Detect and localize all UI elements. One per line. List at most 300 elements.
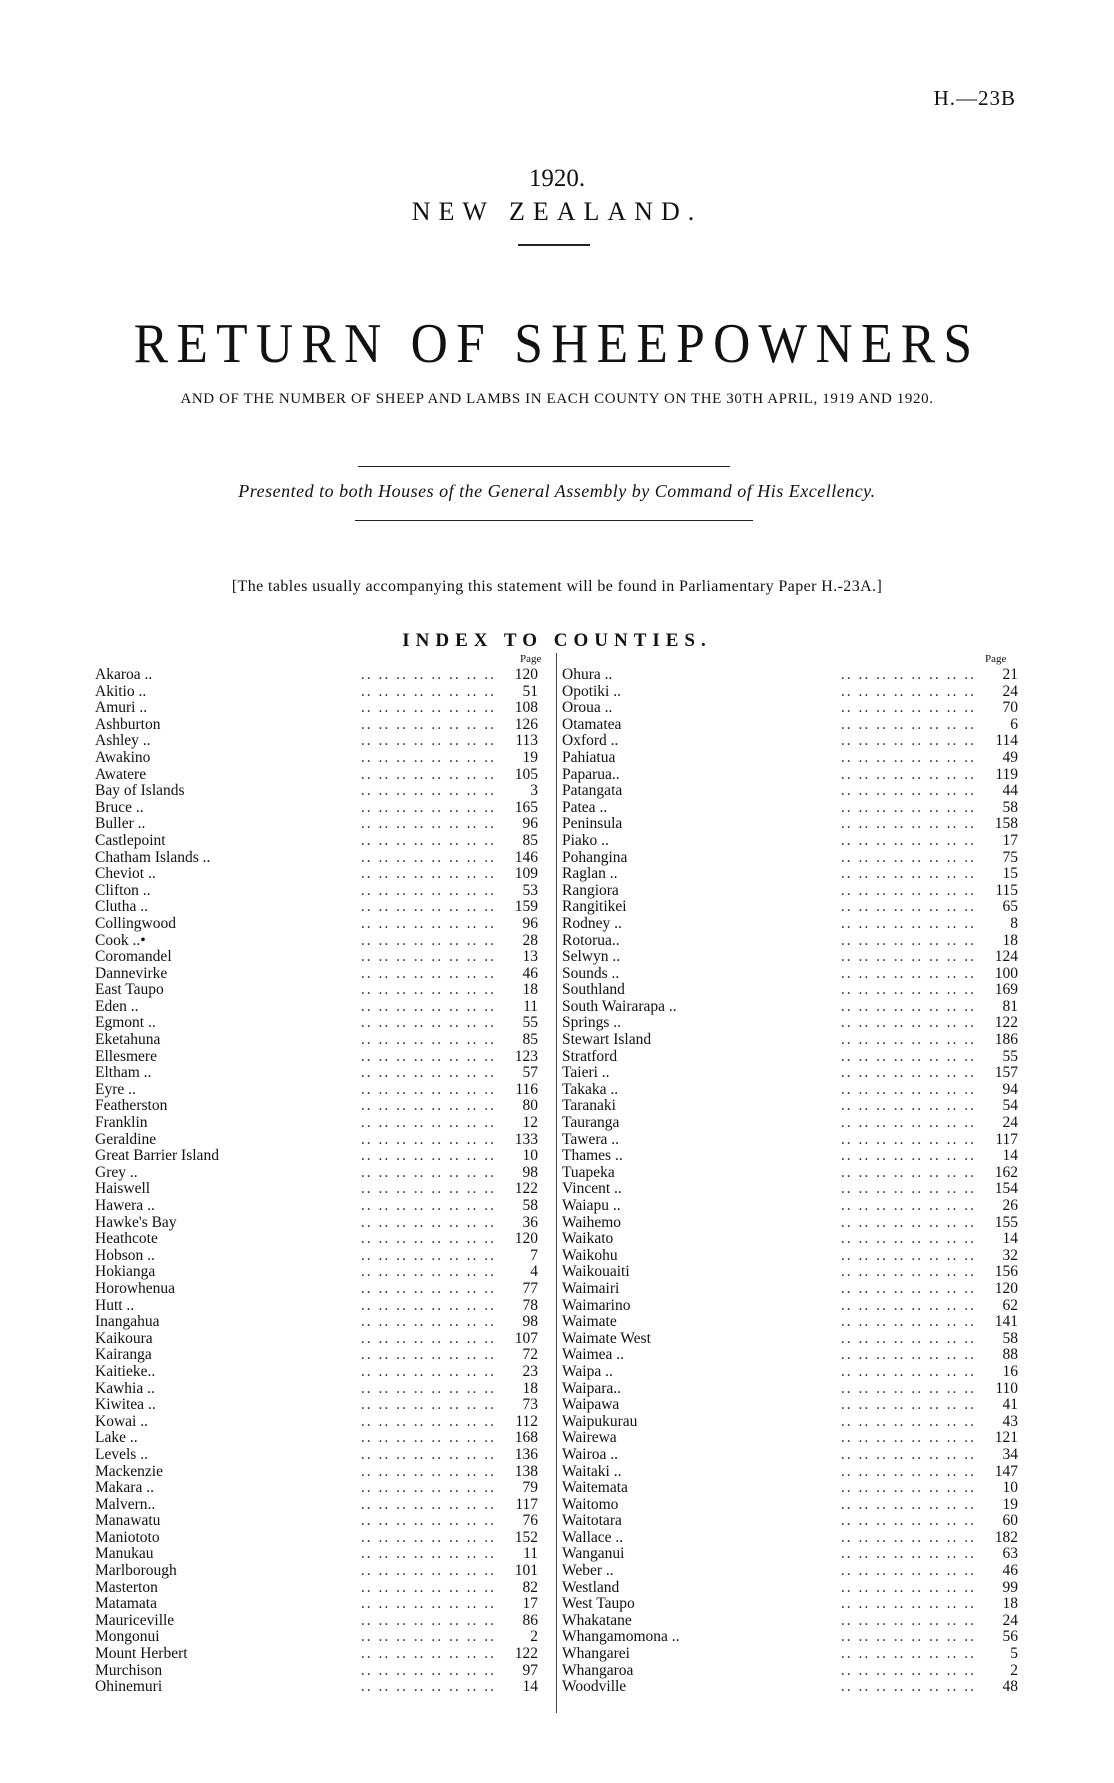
- county-name: Akitio ..: [95, 684, 150, 701]
- page-number: 186: [978, 1032, 1018, 1049]
- leader-dots: .. .. .. .. .. .. .. ..: [840, 1430, 976, 1447]
- county-name: Pohangina: [562, 850, 631, 867]
- leader-dots: .. .. .. .. .. .. .. ..: [840, 1563, 976, 1580]
- page-number: 70: [978, 700, 1018, 717]
- index-entry: [95, 767, 538, 784]
- index-column-left: [95, 667, 538, 1696]
- county-name: Maniototo: [95, 1530, 164, 1547]
- leader-dots: .. .. .. .. .. .. .. ..: [840, 733, 976, 750]
- page-number: 156: [978, 1264, 1018, 1281]
- leader-dots: .. .. .. .. .. .. .. ..: [840, 932, 976, 949]
- leader-dots: .. .. .. .. .. .. .. ..: [360, 1596, 496, 1613]
- page-number: 18: [978, 1596, 1018, 1613]
- leader-dots: .. .. .. .. .. .. .. ..: [840, 882, 976, 899]
- county-name: Waikouaiti: [562, 1264, 634, 1281]
- index-entry: [95, 1281, 538, 1298]
- index-entry: [95, 1314, 538, 1331]
- leader-dots: .. .. .. .. .. .. .. ..: [360, 1098, 496, 1115]
- county-name: Wallace ..: [562, 1530, 627, 1547]
- county-name: Waimate West: [562, 1331, 655, 1348]
- page-number: 101: [498, 1563, 538, 1580]
- leader-dots: .. .. .. .. .. .. .. ..: [840, 1264, 976, 1281]
- index-entry: [95, 1082, 538, 1099]
- index-entry: [95, 1347, 538, 1364]
- page-number: 55: [498, 1015, 538, 1032]
- index-entry: [562, 783, 1018, 800]
- leader-dots: .. .. .. .. .. .. .. ..: [840, 1446, 976, 1463]
- page-number: 112: [498, 1414, 538, 1431]
- page-number: 81: [978, 999, 1018, 1016]
- index-entry: [95, 883, 538, 900]
- leader-dots: .. .. .. .. .. .. .. ..: [360, 1314, 496, 1331]
- county-name: Oxford ..: [562, 733, 622, 750]
- county-name: Waikato: [562, 1231, 617, 1248]
- index-entry: [95, 1497, 538, 1514]
- leader-dots: .. .. .. .. .. .. .. ..: [840, 783, 976, 800]
- page-number: 4: [498, 1264, 538, 1281]
- index-entry: [562, 1231, 1018, 1248]
- leader-dots: .. .. .. .. .. .. .. ..: [360, 1081, 496, 1098]
- county-name: Malvern..: [95, 1497, 159, 1514]
- county-name: Waipukurau: [562, 1414, 641, 1431]
- leader-dots: .. .. .. .. .. .. .. ..: [840, 1513, 976, 1530]
- page-number: 76: [498, 1513, 538, 1530]
- leader-dots: .. .. .. .. .. .. .. ..: [840, 1231, 976, 1248]
- leader-dots: .. .. .. .. .. .. .. ..: [360, 998, 496, 1015]
- index-entry: [562, 1447, 1018, 1464]
- index-entry: [95, 966, 538, 983]
- page-number: 49: [978, 750, 1018, 767]
- index-entry: [562, 767, 1018, 784]
- index-entry: [95, 1513, 538, 1530]
- county-name: Wairoa ..: [562, 1447, 622, 1464]
- county-name: Sounds ..: [562, 966, 623, 983]
- page-number: 21: [978, 667, 1018, 684]
- divider-bottom: [355, 520, 753, 521]
- county-name: Waipara..: [562, 1381, 625, 1398]
- page-number: 63: [978, 1546, 1018, 1563]
- page-number: 10: [498, 1148, 538, 1165]
- page-number: 115: [978, 883, 1018, 900]
- leader-dots: .. .. .. .. .. .. .. ..: [840, 866, 976, 883]
- index-entry: [562, 1298, 1018, 1315]
- county-name: Eden ..: [95, 999, 142, 1016]
- leader-dots: .. .. .. .. .. .. .. ..: [360, 866, 496, 883]
- page-number: 44: [978, 783, 1018, 800]
- county-name: Amuri ..: [95, 700, 151, 717]
- page-number: 15: [978, 866, 1018, 883]
- page-number: 2: [498, 1629, 538, 1646]
- index-entry: [562, 1165, 1018, 1182]
- county-name: Eyre ..: [95, 1082, 140, 1099]
- leader-dots: .. .. .. .. .. .. .. ..: [840, 1380, 976, 1397]
- page-number: 58: [498, 1198, 538, 1215]
- leader-dots: .. .. .. .. .. .. .. ..: [840, 1032, 976, 1049]
- page-number: 138: [498, 1464, 538, 1481]
- index-entry: [95, 1563, 538, 1580]
- index-entry: [95, 866, 538, 883]
- leader-dots: .. .. .. .. .. .. .. ..: [840, 1148, 976, 1165]
- leader-dots: .. .. .. .. .. .. .. ..: [360, 700, 496, 717]
- leader-dots: .. .. .. .. .. .. .. ..: [360, 1413, 496, 1430]
- index-entry: [95, 933, 538, 950]
- page-number: 165: [498, 800, 538, 817]
- index-entry: [95, 800, 538, 817]
- county-name: Taranaki: [562, 1098, 620, 1115]
- county-name: Awakino: [95, 750, 154, 767]
- index-entry: [562, 1381, 1018, 1398]
- index-entry: [95, 1679, 538, 1696]
- index-entry: [562, 1530, 1018, 1547]
- index-entry: [562, 1513, 1018, 1530]
- page-number: 11: [498, 1546, 538, 1563]
- index-entry: [562, 1580, 1018, 1597]
- leader-dots: .. .. .. .. .. .. .. ..: [840, 1181, 976, 1198]
- page-number: 19: [978, 1497, 1018, 1514]
- county-name: Oroua ..: [562, 700, 616, 717]
- index-entry: [562, 1198, 1018, 1215]
- index-entry: [95, 1181, 538, 1198]
- index-entry: [562, 1049, 1018, 1066]
- county-name: Eketahuna: [95, 1032, 164, 1049]
- index-entry: [562, 1281, 1018, 1298]
- document-reference: H.—23B: [933, 86, 1016, 110]
- county-name: Rangitikei: [562, 899, 631, 916]
- page-number: 72: [498, 1347, 538, 1364]
- county-name: Waitotara: [562, 1513, 626, 1530]
- leader-dots: .. .. .. .. .. .. .. ..: [840, 1330, 976, 1347]
- county-name: Southland: [562, 982, 629, 999]
- index-entry: [562, 1414, 1018, 1431]
- index-entry: [562, 833, 1018, 850]
- county-name: Woodville: [562, 1679, 630, 1696]
- page-number: 110: [978, 1381, 1018, 1398]
- county-name: Hawera ..: [95, 1198, 159, 1215]
- index-entry: [562, 1148, 1018, 1165]
- county-name: Wanganui: [562, 1546, 628, 1563]
- index-entry: [562, 966, 1018, 983]
- index-entry: [95, 1231, 538, 1248]
- page-number: 41: [978, 1397, 1018, 1414]
- page-number: 24: [978, 1613, 1018, 1630]
- page-number: 18: [498, 982, 538, 999]
- page-number: 124: [978, 949, 1018, 966]
- page-number: 96: [498, 816, 538, 833]
- index-entry: [95, 1430, 538, 1447]
- county-name: Clutha ..: [95, 899, 152, 916]
- page-number: 2: [978, 1663, 1018, 1680]
- leader-dots: .. .. .. .. .. .. .. ..: [840, 1048, 976, 1065]
- county-name: Whangaroa: [562, 1663, 637, 1680]
- index-entry: [562, 1646, 1018, 1663]
- county-name: Mackenzie: [95, 1464, 167, 1481]
- county-name: Matamata: [95, 1596, 161, 1613]
- page-number: 122: [498, 1181, 538, 1198]
- county-name: Rotorua..: [562, 933, 624, 950]
- leader-dots: .. .. .. .. .. .. .. ..: [840, 1463, 976, 1480]
- index-entry: [562, 1596, 1018, 1613]
- county-name: Waipawa: [562, 1397, 623, 1414]
- page-number: 14: [498, 1679, 538, 1696]
- page-number: 117: [978, 1132, 1018, 1149]
- leader-dots: .. .. .. .. .. .. .. ..: [840, 700, 976, 717]
- leader-dots: .. .. .. .. .. .. .. ..: [840, 1115, 976, 1132]
- index-entry: [95, 750, 538, 767]
- index-entry: [95, 1132, 538, 1149]
- page-number: 13: [498, 949, 538, 966]
- county-name: Ashburton: [95, 717, 164, 734]
- page-number: 120: [498, 667, 538, 684]
- leader-dots: .. .. .. .. .. .. .. ..: [360, 1612, 496, 1629]
- divider-top: [358, 466, 730, 467]
- county-name: Geraldine: [95, 1132, 160, 1149]
- county-name: Coromandel: [95, 949, 176, 966]
- county-name: Rodney ..: [562, 916, 626, 933]
- index-entry: [562, 1613, 1018, 1630]
- page-number: 158: [978, 816, 1018, 833]
- page-number: 78: [498, 1298, 538, 1315]
- page-number: 88: [978, 1347, 1018, 1364]
- index-entry: [95, 1248, 538, 1265]
- county-name: Waitaki ..: [562, 1464, 625, 1481]
- county-name: Stewart Island: [562, 1032, 655, 1049]
- index-entry: [562, 1132, 1018, 1149]
- county-name: Cook ..•: [95, 933, 150, 950]
- index-entry: [562, 916, 1018, 933]
- leader-dots: .. .. .. .. .. .. .. ..: [360, 1629, 496, 1646]
- page-number: 105: [498, 767, 538, 784]
- leader-dots: .. .. .. .. .. .. .. ..: [840, 1496, 976, 1513]
- page-number: 120: [978, 1281, 1018, 1298]
- leader-dots: .. .. .. .. .. .. .. ..: [840, 1579, 976, 1596]
- county-name: Otamatea: [562, 717, 625, 734]
- page-number: 60: [978, 1513, 1018, 1530]
- index-entry: [95, 916, 538, 933]
- page-number: 94: [978, 1082, 1018, 1099]
- county-name: Grey ..: [95, 1165, 142, 1182]
- index-entry: [562, 1015, 1018, 1032]
- leader-dots: .. .. .. .. .. .. .. ..: [840, 1081, 976, 1098]
- county-name: Mount Herbert: [95, 1646, 192, 1663]
- index-entry: [95, 1065, 538, 1082]
- leader-dots: .. .. .. .. .. .. .. ..: [840, 1198, 976, 1214]
- county-name: Heathcote: [95, 1231, 162, 1248]
- county-name: Paparua..: [562, 767, 624, 784]
- county-name: Hutt ..: [95, 1298, 138, 1315]
- page-number: 14: [978, 1231, 1018, 1248]
- county-name: Kairanga: [95, 1347, 156, 1364]
- index-entry: [95, 1364, 538, 1381]
- index-entry: [95, 1298, 538, 1315]
- leader-dots: .. .. .. .. .. .. .. ..: [360, 1297, 496, 1314]
- index-entry: [562, 1464, 1018, 1481]
- index-entry: [95, 1646, 538, 1663]
- page-number: 19: [498, 750, 538, 767]
- county-name: Hokianga: [95, 1264, 159, 1281]
- leader-dots: .. .. .. .. .. .. .. ..: [360, 1679, 496, 1696]
- page-number: 121: [978, 1430, 1018, 1447]
- leader-dots: .. .. .. .. .. .. .. ..: [360, 667, 496, 683]
- leader-dots: .. .. .. .. .. .. .. ..: [360, 1198, 496, 1214]
- leader-dots: .. .. .. .. .. .. .. ..: [840, 1629, 976, 1646]
- page-number: 53: [498, 883, 538, 900]
- county-name: Waihemo: [562, 1215, 625, 1232]
- page-number: 182: [978, 1530, 1018, 1547]
- page-number: 169: [978, 982, 1018, 999]
- index-entry: [95, 1414, 538, 1431]
- county-name: Wairewa: [562, 1430, 621, 1447]
- leader-dots: .. .. .. .. .. .. .. ..: [840, 1363, 976, 1380]
- index-entry: [562, 1364, 1018, 1381]
- index-entry: [95, 850, 538, 867]
- leader-dots: .. .. .. .. .. .. .. ..: [840, 1397, 976, 1414]
- page-number: 58: [978, 1331, 1018, 1348]
- county-name: Waitemata: [562, 1480, 632, 1497]
- leader-dots: .. .. .. .. .. .. .. ..: [360, 1032, 496, 1049]
- leader-dots: .. .. .. .. .. .. .. ..: [840, 982, 976, 999]
- leader-dots: .. .. .. .. .. .. .. ..: [840, 1529, 976, 1546]
- page-number: 99: [978, 1580, 1018, 1597]
- county-name: Waiapu ..: [562, 1198, 625, 1215]
- leader-dots: .. .. .. .. .. .. .. ..: [360, 716, 496, 733]
- page-number: 133: [498, 1132, 538, 1149]
- county-name: Whakatane: [562, 1613, 636, 1630]
- index-entry: [562, 1430, 1018, 1447]
- county-name: Thames ..: [562, 1148, 627, 1165]
- page-number: 122: [978, 1015, 1018, 1032]
- leader-dots: .. .. .. .. .. .. .. ..: [360, 1347, 496, 1364]
- county-name: Dannevirke: [95, 966, 171, 983]
- county-name: Mauriceville: [95, 1613, 178, 1630]
- index-entry: [562, 1480, 1018, 1497]
- page-number: 113: [498, 733, 538, 750]
- tables-note: [The tables usually accompanying this statement will be found in Parliamentary Paper H.-23A.]: [231, 578, 883, 595]
- county-name: Awatere: [95, 767, 150, 784]
- index-entry: [562, 982, 1018, 999]
- county-name: Inangahua: [95, 1314, 164, 1331]
- index-entry: [95, 1447, 538, 1464]
- county-name: Clifton ..: [95, 883, 155, 900]
- county-name: Takaka ..: [562, 1082, 622, 1099]
- page-header-left: Page: [520, 653, 542, 665]
- page-number: 85: [498, 833, 538, 850]
- county-name: Tauranga: [562, 1115, 623, 1132]
- county-name: Waikohu: [562, 1248, 622, 1265]
- leader-dots: .. .. .. .. .. .. .. ..: [840, 998, 976, 1015]
- page-number: 146: [498, 850, 538, 867]
- page-number: 100: [978, 966, 1018, 983]
- page-number: 51: [498, 684, 538, 701]
- page-number: 6: [978, 717, 1018, 734]
- leader-dots: .. .. .. .. .. .. .. ..: [840, 915, 976, 932]
- page-number: 5: [978, 1646, 1018, 1663]
- page-number: 48: [978, 1679, 1018, 1696]
- leader-dots: .. .. .. .. .. .. .. ..: [840, 1297, 976, 1314]
- index-entry: [95, 1464, 538, 1481]
- county-name: Tuapeka: [562, 1165, 619, 1182]
- page-number: 98: [498, 1314, 538, 1331]
- index-entry: [95, 1198, 538, 1215]
- county-name: Waimea ..: [562, 1347, 628, 1364]
- page-number: 119: [978, 767, 1018, 784]
- index-entry: [562, 1264, 1018, 1281]
- county-name: Ohinemuri: [95, 1679, 166, 1696]
- leader-dots: .. .. .. .. .. .. .. ..: [360, 1231, 496, 1248]
- page-header-right: Page: [985, 653, 1007, 665]
- county-name: Piako ..: [562, 833, 613, 850]
- county-name: Ohura ..: [562, 667, 616, 684]
- page-number: 7: [498, 1248, 538, 1265]
- page-number: 46: [498, 966, 538, 983]
- page-number: 56: [978, 1629, 1018, 1646]
- page-number: 108: [498, 700, 538, 717]
- leader-dots: .. .. .. .. .. .. .. ..: [840, 1662, 976, 1679]
- leader-dots: .. .. .. .. .. .. .. ..: [840, 1347, 976, 1364]
- leader-dots: .. .. .. .. .. .. .. ..: [360, 832, 496, 849]
- leader-dots: .. .. .. .. .. .. .. ..: [840, 1480, 976, 1497]
- county-name: Eltham ..: [95, 1065, 155, 1082]
- leader-dots: .. .. .. .. .. .. .. ..: [360, 1115, 496, 1132]
- index-column-right: [562, 667, 1018, 1696]
- page-number: 24: [978, 684, 1018, 701]
- leader-dots: .. .. .. .. .. .. .. ..: [360, 733, 496, 750]
- leader-dots: .. .. .. .. .. .. .. ..: [840, 1131, 976, 1148]
- county-name: Chatham Islands ..: [95, 850, 214, 867]
- page-number: 54: [978, 1098, 1018, 1115]
- index-entry: [562, 1181, 1018, 1198]
- page-number: 11: [498, 999, 538, 1016]
- county-name: Selwyn ..: [562, 949, 624, 966]
- index-entry: [562, 700, 1018, 717]
- leader-dots: .. .. .. .. .. .. .. ..: [840, 1065, 976, 1082]
- index-entry: [562, 999, 1018, 1016]
- index-entry: [562, 949, 1018, 966]
- leader-dots: .. .. .. .. .. .. .. ..: [360, 1646, 496, 1663]
- index-entry: [95, 1264, 538, 1281]
- leader-dots: .. .. .. .. .. .. .. ..: [360, 932, 496, 949]
- county-name: East Taupo: [95, 982, 168, 999]
- index-entry: [562, 1065, 1018, 1082]
- page-number: 57: [498, 1065, 538, 1082]
- page-number: 154: [978, 1181, 1018, 1198]
- leader-dots: .. .. .. .. .. .. .. ..: [360, 949, 496, 966]
- leader-dots: .. .. .. .. .. .. .. ..: [360, 1463, 496, 1480]
- county-name: Hawke's Bay: [95, 1215, 181, 1232]
- leader-dots: .. .. .. .. .. .. .. ..: [840, 749, 976, 766]
- index-entry: [95, 1530, 538, 1547]
- page-number: 141: [978, 1314, 1018, 1331]
- page-number: 116: [498, 1082, 538, 1099]
- index-entry: [95, 1015, 538, 1032]
- leader-dots: .. .. .. .. .. .. .. ..: [360, 1546, 496, 1563]
- index-entry: [562, 1032, 1018, 1049]
- document-year: 1920.: [528, 165, 586, 192]
- index-entry: [95, 1580, 538, 1597]
- page-number: 157: [978, 1065, 1018, 1082]
- index-entry: [95, 1115, 538, 1132]
- county-name: Egmont ..: [95, 1015, 160, 1032]
- presented-line: Presented to both Houses of the General Assembly by Command of His Excellency.: [238, 481, 876, 501]
- county-name: Featherston: [95, 1098, 171, 1115]
- page-number: 159: [498, 899, 538, 916]
- leader-dots: .. .. .. .. .. .. .. ..: [840, 1098, 976, 1115]
- page-number: 85: [498, 1032, 538, 1049]
- county-name: Waipa ..: [562, 1364, 617, 1381]
- county-name: Haiswell: [95, 1181, 154, 1198]
- index-entry: [562, 1314, 1018, 1331]
- county-name: Rangiora: [562, 883, 623, 900]
- page-number: 162: [978, 1165, 1018, 1182]
